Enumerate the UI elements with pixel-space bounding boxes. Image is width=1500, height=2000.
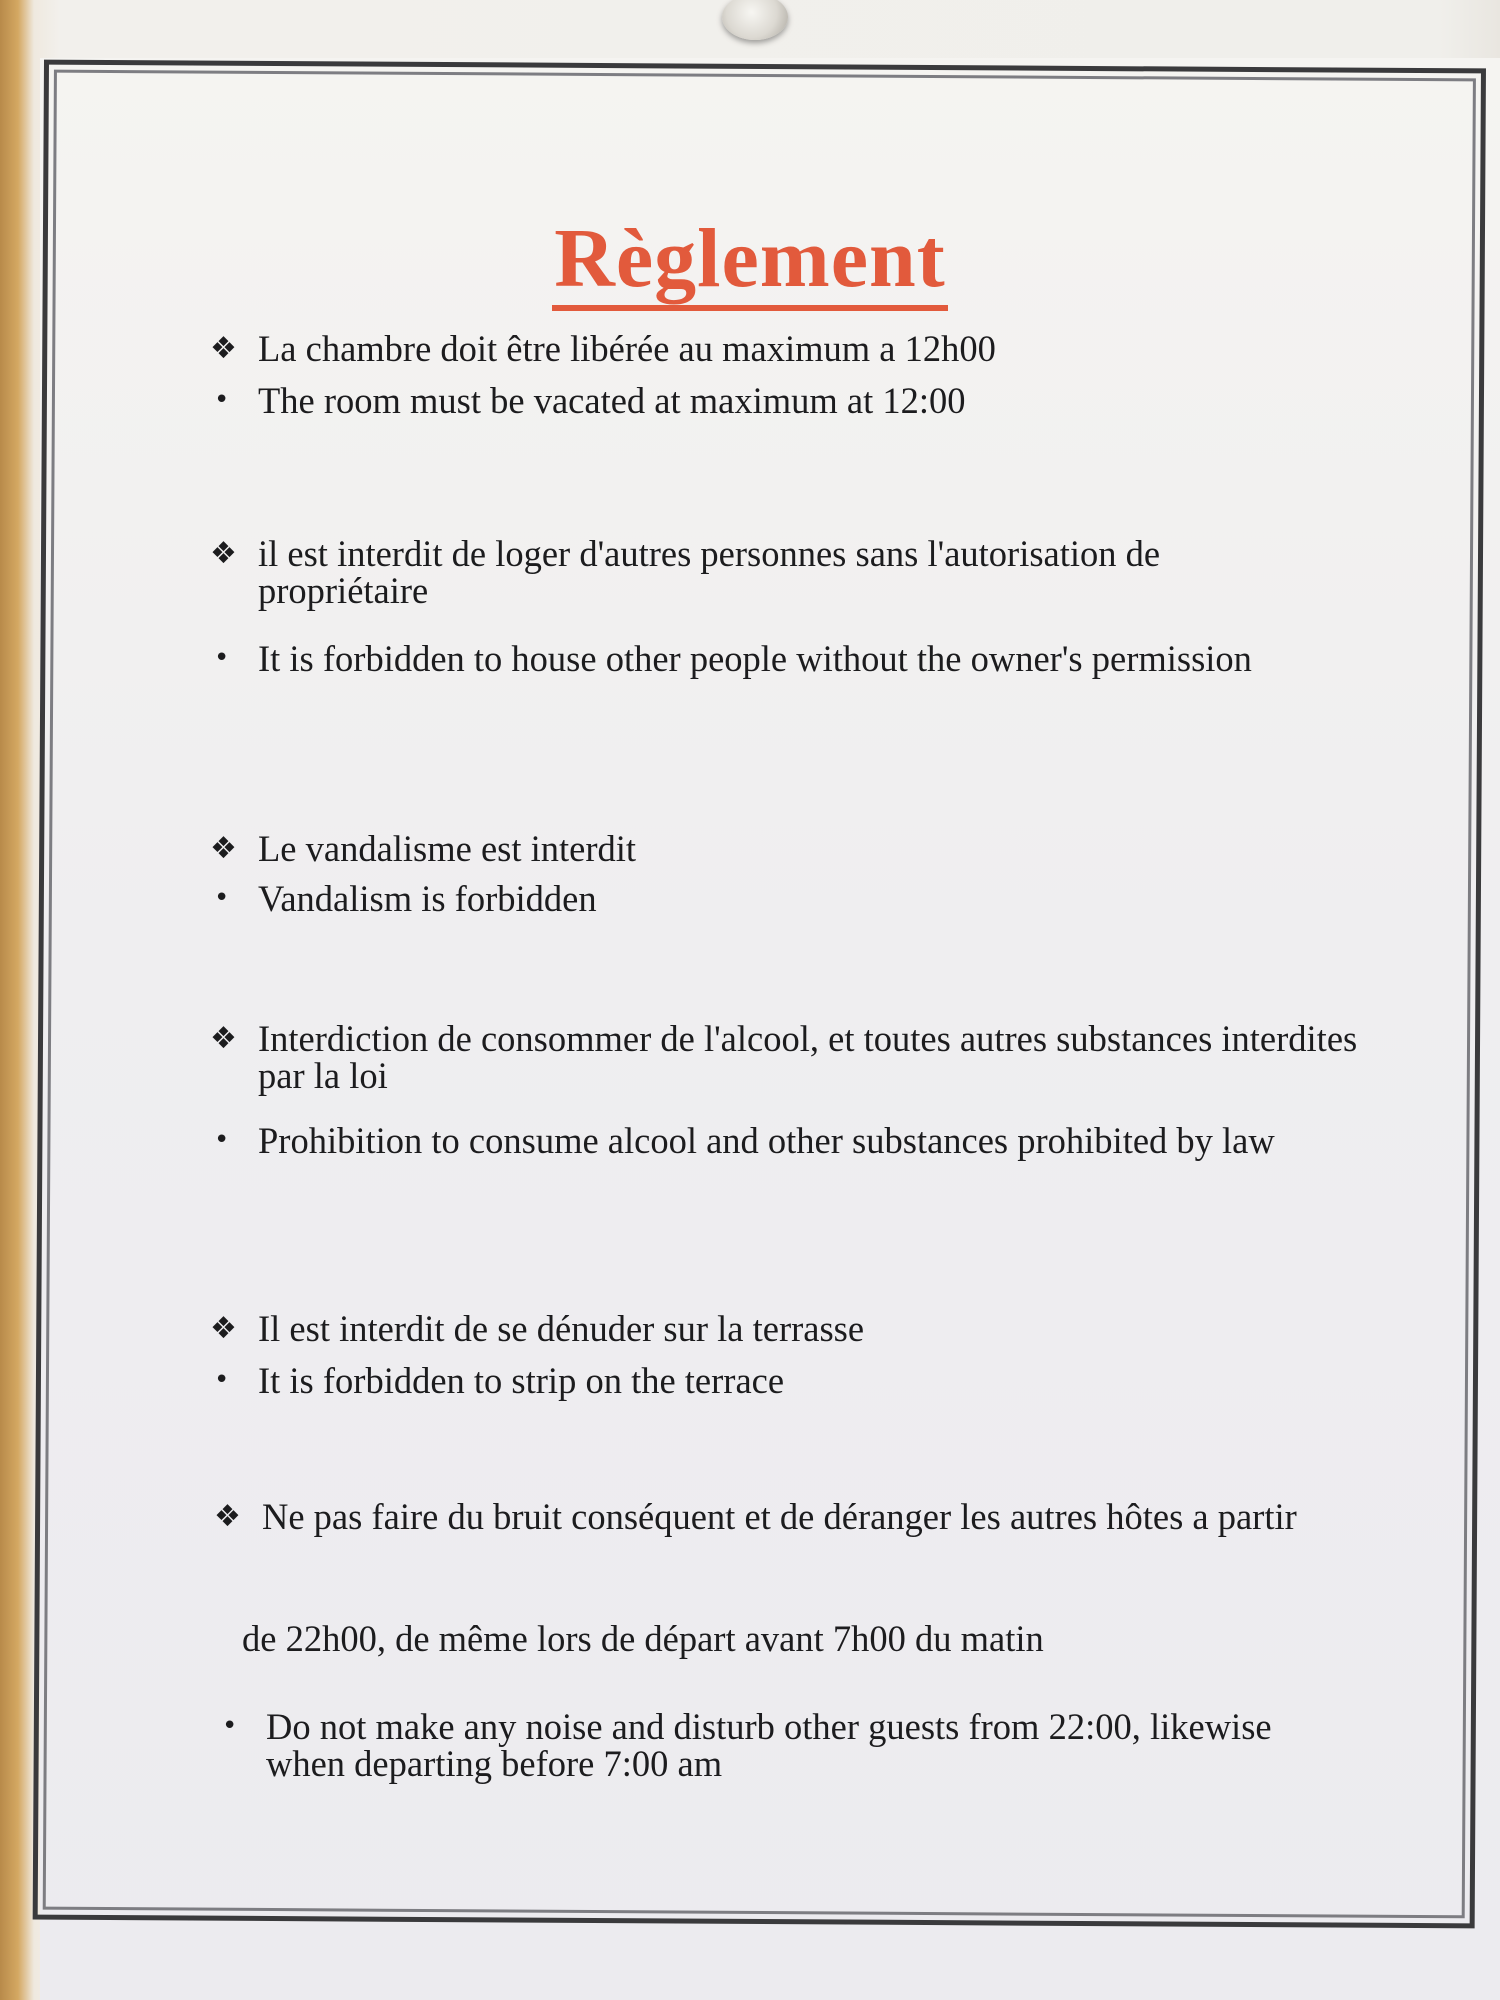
rule-4-english [210,1122,1388,1159]
diamond-bullet-icon: ❖ [210,831,237,866]
diamond-bullet-icon: ❖ [210,1311,237,1346]
title-text: Règlement [552,213,948,311]
dot-bullet-icon: • [222,1711,238,1741]
rule-6-french [214,1498,1372,1535]
rule-4-french-text: Interdiction de consommer de l'alcool, et toutes autres substances interdites par la loi [258,1018,1358,1096]
push-pin [722,0,788,40]
rule-6-french-text: Ne pas faire du bruit conséquent et de déranger les autres hôtes a partir [262,1496,1297,1537]
rule-5-english-text: It is forbidden to strip on the terrace [258,1360,785,1401]
rule-5-french-text: Il est interdit de se dénuder sur la terrasse [258,1308,865,1349]
notice-title [0,210,1500,311]
rule-3-french [210,830,1388,867]
rule-2-french [210,535,1338,609]
diamond-bullet-icon: ❖ [214,1499,241,1534]
rule-1-english [210,382,1388,419]
rule-4-english-text: Prohibition to consume alcool and other substances prohibited by law [258,1120,1275,1161]
rule-6-english-text: Do not make any noise and disturb other guests from 22:00, likewise when departing before 7:00 am [266,1706,1272,1784]
rule-3-english-text: Vandalism is forbidden [258,878,597,919]
rule-2-french-text: il est interdit de loger d'autres personnes sans l'autorisation de propriétaire [258,533,1161,611]
rule-1-french [210,330,1388,367]
rule-1-french-text: La chambre doit être libérée au maximum a 12h00 [258,328,996,369]
rule-1-english-text: The room must be vacated at maximum at 12:00 [258,380,966,421]
dot-bullet-icon: • [214,1125,230,1155]
dot-bullet-icon: • [214,1365,230,1395]
rule-6-french-continuation: de 22h00, de même lors de départ avant 7h00 du matin [242,1618,1044,1659]
dot-bullet-icon: • [214,385,230,415]
diamond-bullet-icon: ❖ [210,1021,237,1056]
rule-5-french [210,1310,1388,1347]
rule-3-french-text: Le vandalisme est interdit [258,828,637,869]
dot-bullet-icon: • [214,883,230,913]
dot-bullet-icon: • [214,643,230,673]
rule-5-english [210,1362,1388,1399]
rule-2-english [210,640,1268,677]
rule-3-english [210,880,1388,917]
diamond-bullet-icon: ❖ [210,331,237,366]
diamond-bullet-icon: ❖ [210,536,237,571]
rule-2-english-text: It is forbidden to house other people without the owner's permission [258,638,1252,679]
rule-4-french [210,1020,1388,1094]
rule-6-english [218,1708,1306,1782]
